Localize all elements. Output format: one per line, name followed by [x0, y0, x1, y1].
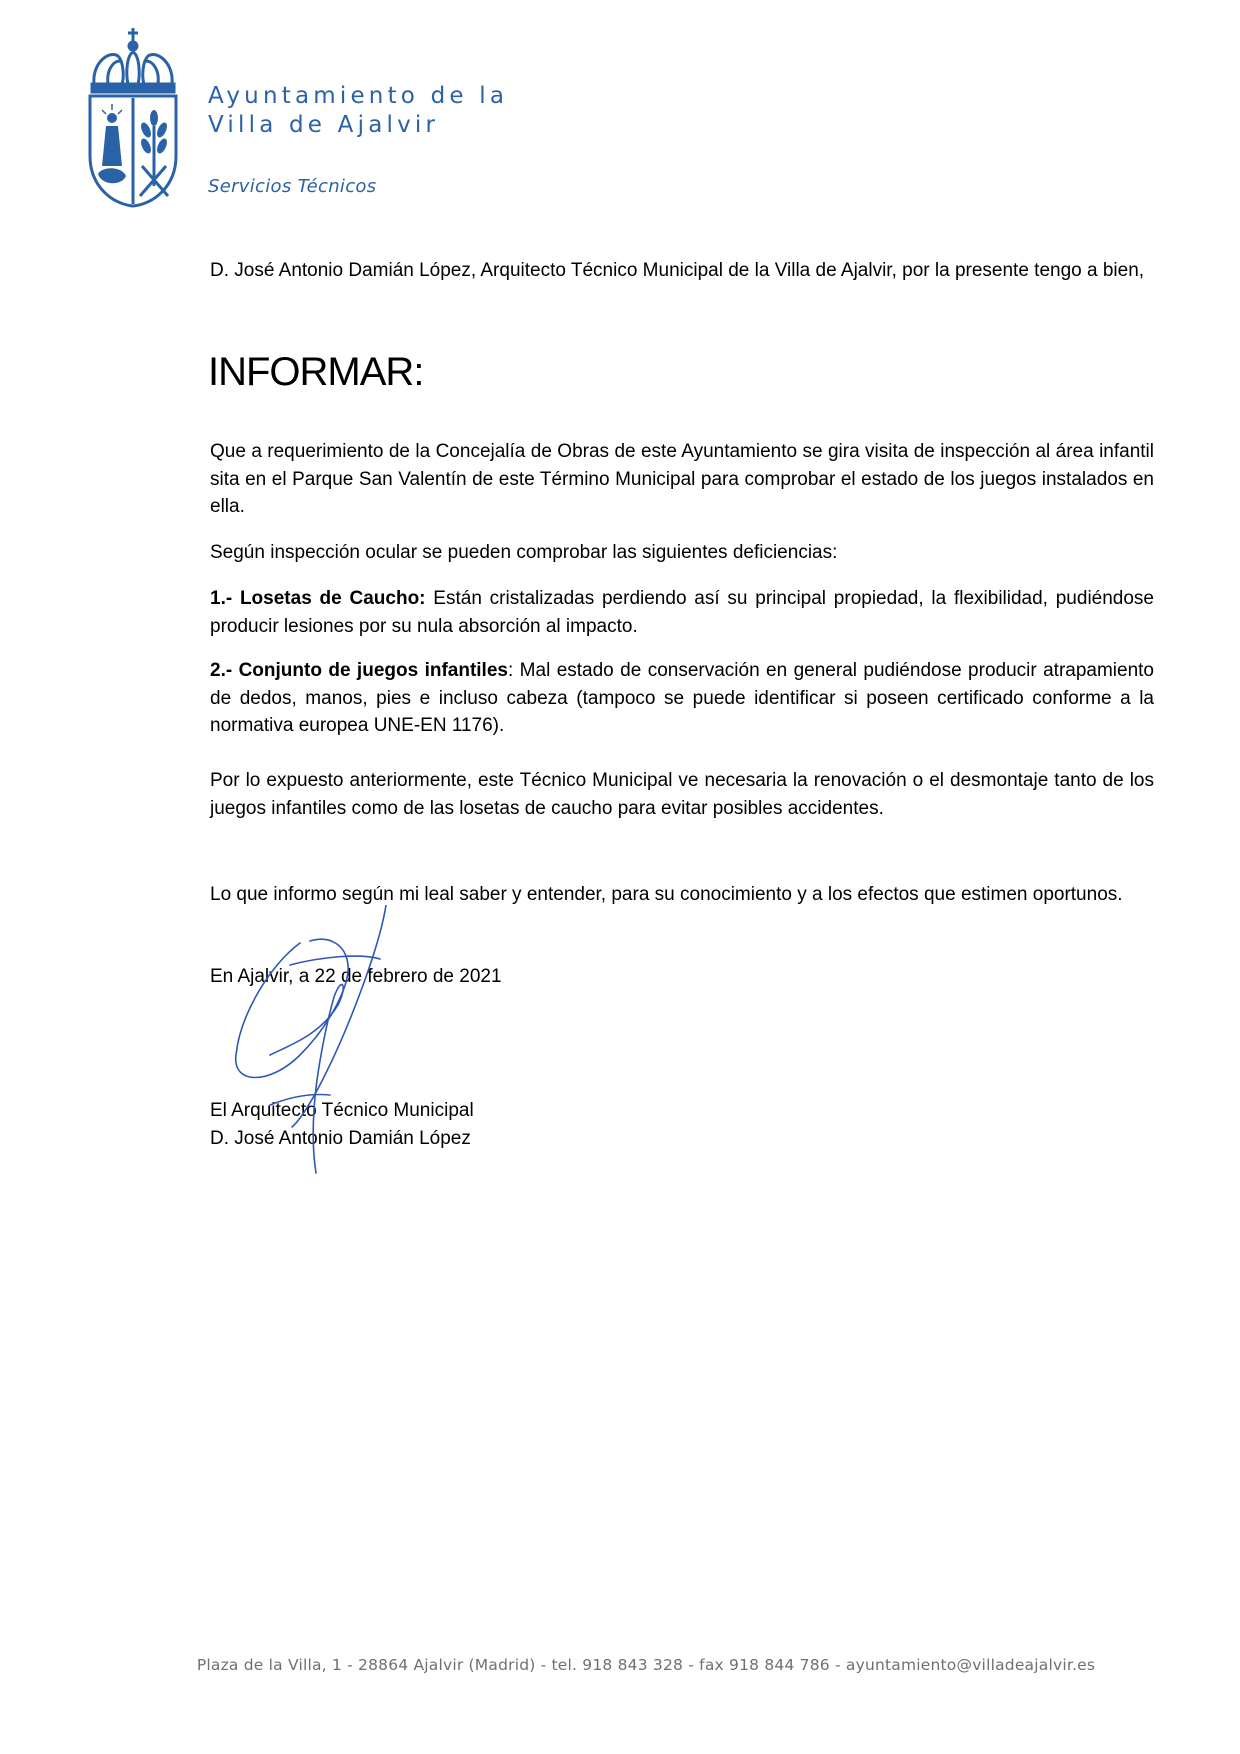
signatory-name: D. José Antonio Damián López: [210, 1127, 471, 1149]
organization-name-line2: Villa de Ajalvir: [208, 112, 440, 138]
date-line: En Ajalvir, a 22 de febrero de 2021: [210, 966, 502, 987]
department-name: Servicios Técnicos: [208, 176, 377, 197]
document-heading: INFORMAR:: [208, 350, 424, 394]
deficiency-item-2: [210, 657, 1154, 740]
deficiency-item-2-text: : Mal estado de conservación en general pudiéndose producir atrapamiento de dedos, manos, pies e incluso cabeza (tampoco se puede identificar si poseen certificado conforme a la normativa europea UNE-EN 1176).: [210, 660, 1155, 736]
conclusion-paragraph: Por lo expuesto anteriormente, este Técnico Municipal ve necesaria la renovación o el desmontaje tanto de los juegos infantiles como de las losetas de caucho para evitar posibles accidentes.: [210, 770, 1154, 819]
handwritten-signature: [230, 905, 410, 1175]
organization-name-line1: Ayuntamiento de la: [208, 83, 509, 109]
page-footer: Plaza de la Villa, 1 - 28864 Ajalvir (Madrid) - tel. 918 843 328 - fax 918 844 786 - ayuntamiento@villadeajalvir.es: [196, 1656, 1096, 1674]
organization-name: [208, 82, 508, 140]
deficiencies-intro: Según inspección ocular se pueden comprobar las siguientes deficiencias:: [210, 542, 838, 563]
inspection-paragraph: Que a requerimiento de la Concejalía de Obras de este Ayuntamiento se gira visita de inspección al área infantil sita en el Parque San Valentín de este Término Municipal para comprobar el estado de los juegos instalados en ella.: [210, 441, 1154, 517]
signatory-title: El Arquitecto Técnico Municipal: [210, 1100, 474, 1121]
deficiency-item-1: [210, 585, 1154, 640]
coat-of-arms-logo: [88, 26, 178, 208]
deficiency-item-1-text: Están cristalizadas perdiendo así su principal propiedad, la flexibilidad, pudiéndose producir lesiones por su nula absorción al impacto.: [210, 588, 1154, 637]
deficiency-item-2-label: 2.- Conjunto de juegos infantiles: [210, 660, 508, 681]
intro-paragraph: D. José Antonio Damián López, Arquitecto Técnico Municipal de la Villa de Ajalvir, por la presente tengo a bien,: [210, 260, 1145, 281]
deficiency-item-1-label: 1.- Losetas de Caucho:: [210, 588, 426, 609]
closing-paragraph: Lo que informo según mi leal saber y entender, para su conocimiento y a los efectos que estimen oportunos.: [210, 884, 1123, 905]
